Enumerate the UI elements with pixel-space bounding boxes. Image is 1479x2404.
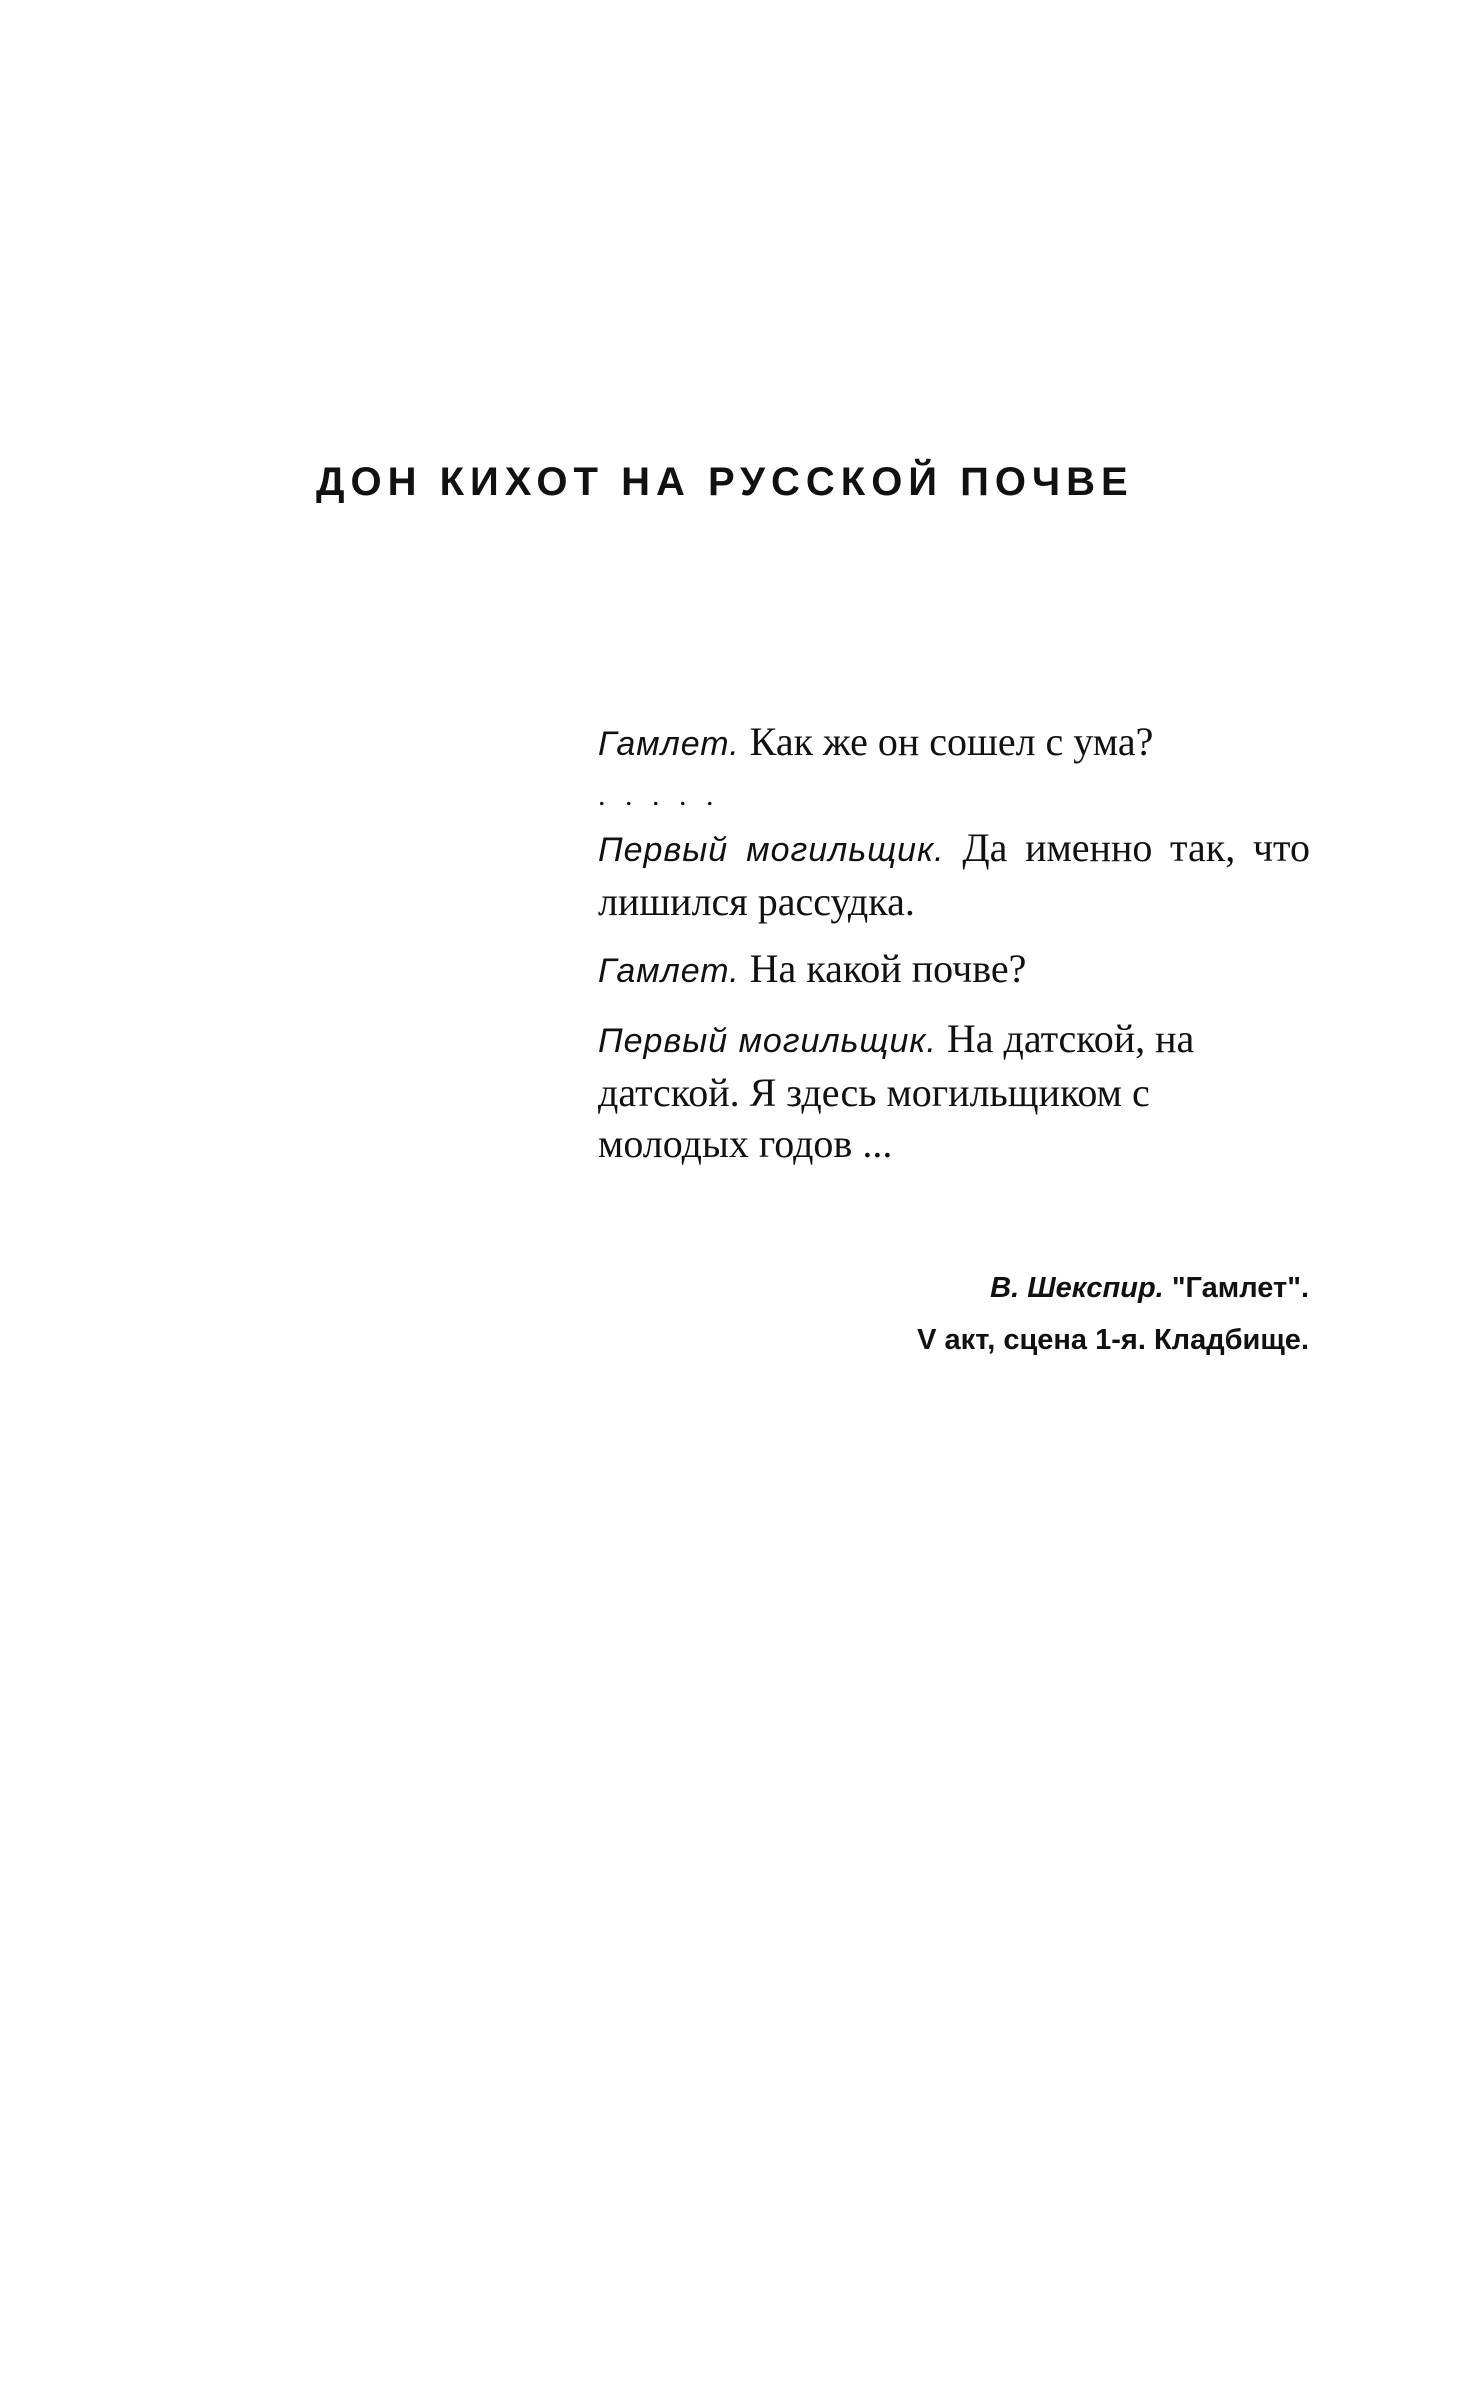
source-author: В. Шекспир. xyxy=(990,1272,1164,1304)
epigraph-line xyxy=(598,822,1310,927)
speech-text: На какой почве? xyxy=(749,946,1027,991)
speech-text: Да именно так, что лишился рассудка. xyxy=(598,825,1311,924)
speaker-name: Гамлет. xyxy=(598,952,740,990)
epigraph-line xyxy=(598,943,1310,997)
speaker-name: Первый могильщик. xyxy=(598,1022,937,1060)
source-citation xyxy=(917,1262,1309,1314)
epigraph-line xyxy=(598,716,1310,770)
speaker-name: Первый могильщик. xyxy=(598,831,945,869)
epigraph-source xyxy=(917,1262,1309,1366)
speaker-name: Гамлет. xyxy=(598,725,740,763)
epigraph-line xyxy=(598,1013,1310,1169)
epigraph xyxy=(598,716,1310,1185)
epigraph-ellipsis: . . . . . xyxy=(598,779,720,812)
source-work: "Гамлет". xyxy=(1171,1272,1309,1304)
speech-text: Как же он сошел с ума? xyxy=(749,719,1154,764)
source-location: V акт, сцена 1-я. Кладбище. xyxy=(917,1324,1309,1356)
speech-text: На датской, на датской. Я здесь могильщиком с молодых годов ... xyxy=(598,1016,1195,1166)
chapter-title: ДОН КИХОТ НА РУССКОЙ ПОЧВЕ xyxy=(316,460,1134,504)
